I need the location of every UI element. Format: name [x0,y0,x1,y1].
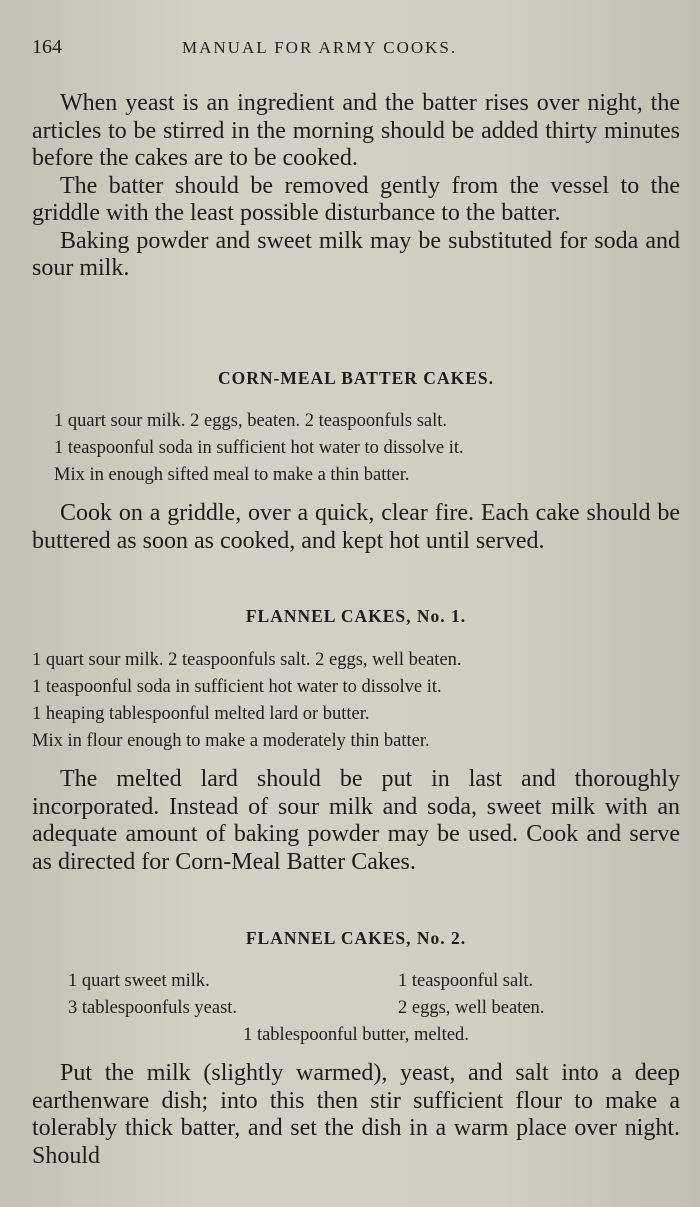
flannel-1-directions [32,766,680,876]
ingredient-line: 1 teaspoonful salt. [398,971,534,991]
ingredient-line: 1 teaspoonful soda in sufficient hot water to dissolve it. [54,438,464,458]
directions-paragraph: Cook on a griddle, over a quick, clear fire. Each cake should be buttered as soon as cooked, and kept hot until served. [32,500,680,554]
flannel-1-ingredients [32,647,680,755]
ingredient-line: 2 eggs, well beaten. [398,998,545,1018]
page-number: 164 [32,36,62,58]
ingredient-line: Mix in flour enough to make a moderately thin batter. [32,731,430,751]
intro-paragraph: The batter should be removed gently from the vessel to the griddle with the least possible disturbance to the batter. [32,172,680,226]
ingredient-line: 1 quart sour milk. 2 teaspoonfuls salt. 2 eggs, well beaten. [32,650,462,670]
recipe-title: FLANNEL CAKES, No. 2. [245,928,467,948]
directions-paragraph: Put the milk (slightly warmed), yeast, and salt into a deep earthenware dish; into this then stir sufficient flour to make a tolerably thick batter, and set the dish in a warm place over night. Should [32,1060,680,1169]
intro-section [32,90,680,283]
flannel-1-section [32,606,680,636]
intro-paragraph: Baking powder and sweet milk may be substituted for soda and sour milk. [32,227,680,281]
ingredient-line: 1 tablespoonful butter, melted. [243,1025,469,1045]
flannel-2-directions [32,1060,680,1170]
ingredient-row [68,968,628,995]
ingredient-line: 1 quart sweet milk. [68,971,210,991]
ingredient-line: 1 quart sour milk. 2 eggs, beaten. 2 teaspoonfuls salt. [54,411,448,431]
page-header [32,36,676,66]
intro-paragraph: When yeast is an ingredient and the batter rises over night, the articles to be stirred in the morning should be added thirty minutes before the cakes are to be cooked. [32,90,680,171]
running-title: MANUAL FOR ARMY COOKS. [182,38,458,57]
corn-meal-section [32,368,680,398]
ingredient-row [68,995,628,1022]
ingredient-line: 3 tablespoonfuls yeast. [68,998,238,1018]
corn-meal-directions [32,500,680,555]
corn-meal-ingredients [32,408,680,489]
ingredient-line: 1 teaspoonful soda in sufficient hot water to dissolve it. [32,677,442,697]
ingredient-line: 1 heaping tablespoonful melted lard or butter. [32,704,370,724]
directions-paragraph: The melted lard should be put in last and thoroughly incorporated. Instead of sour milk and soda, sweet milk with an adequate amount of baking powder may be used. Cook and serve as directed for Corn-Meal Batter Cakes. [32,766,680,875]
flannel-2-ingredients [68,968,628,1022]
flannel-2-center-ingredient [32,1022,680,1049]
ingredient-line: Mix in enough sifted meal to make a thin batter. [54,465,410,485]
recipe-title: CORN-MEAL BATTER CAKES. [218,368,494,388]
recipe-title: FLANNEL CAKES, No. 1. [245,606,467,626]
flannel-2-section [32,928,680,958]
